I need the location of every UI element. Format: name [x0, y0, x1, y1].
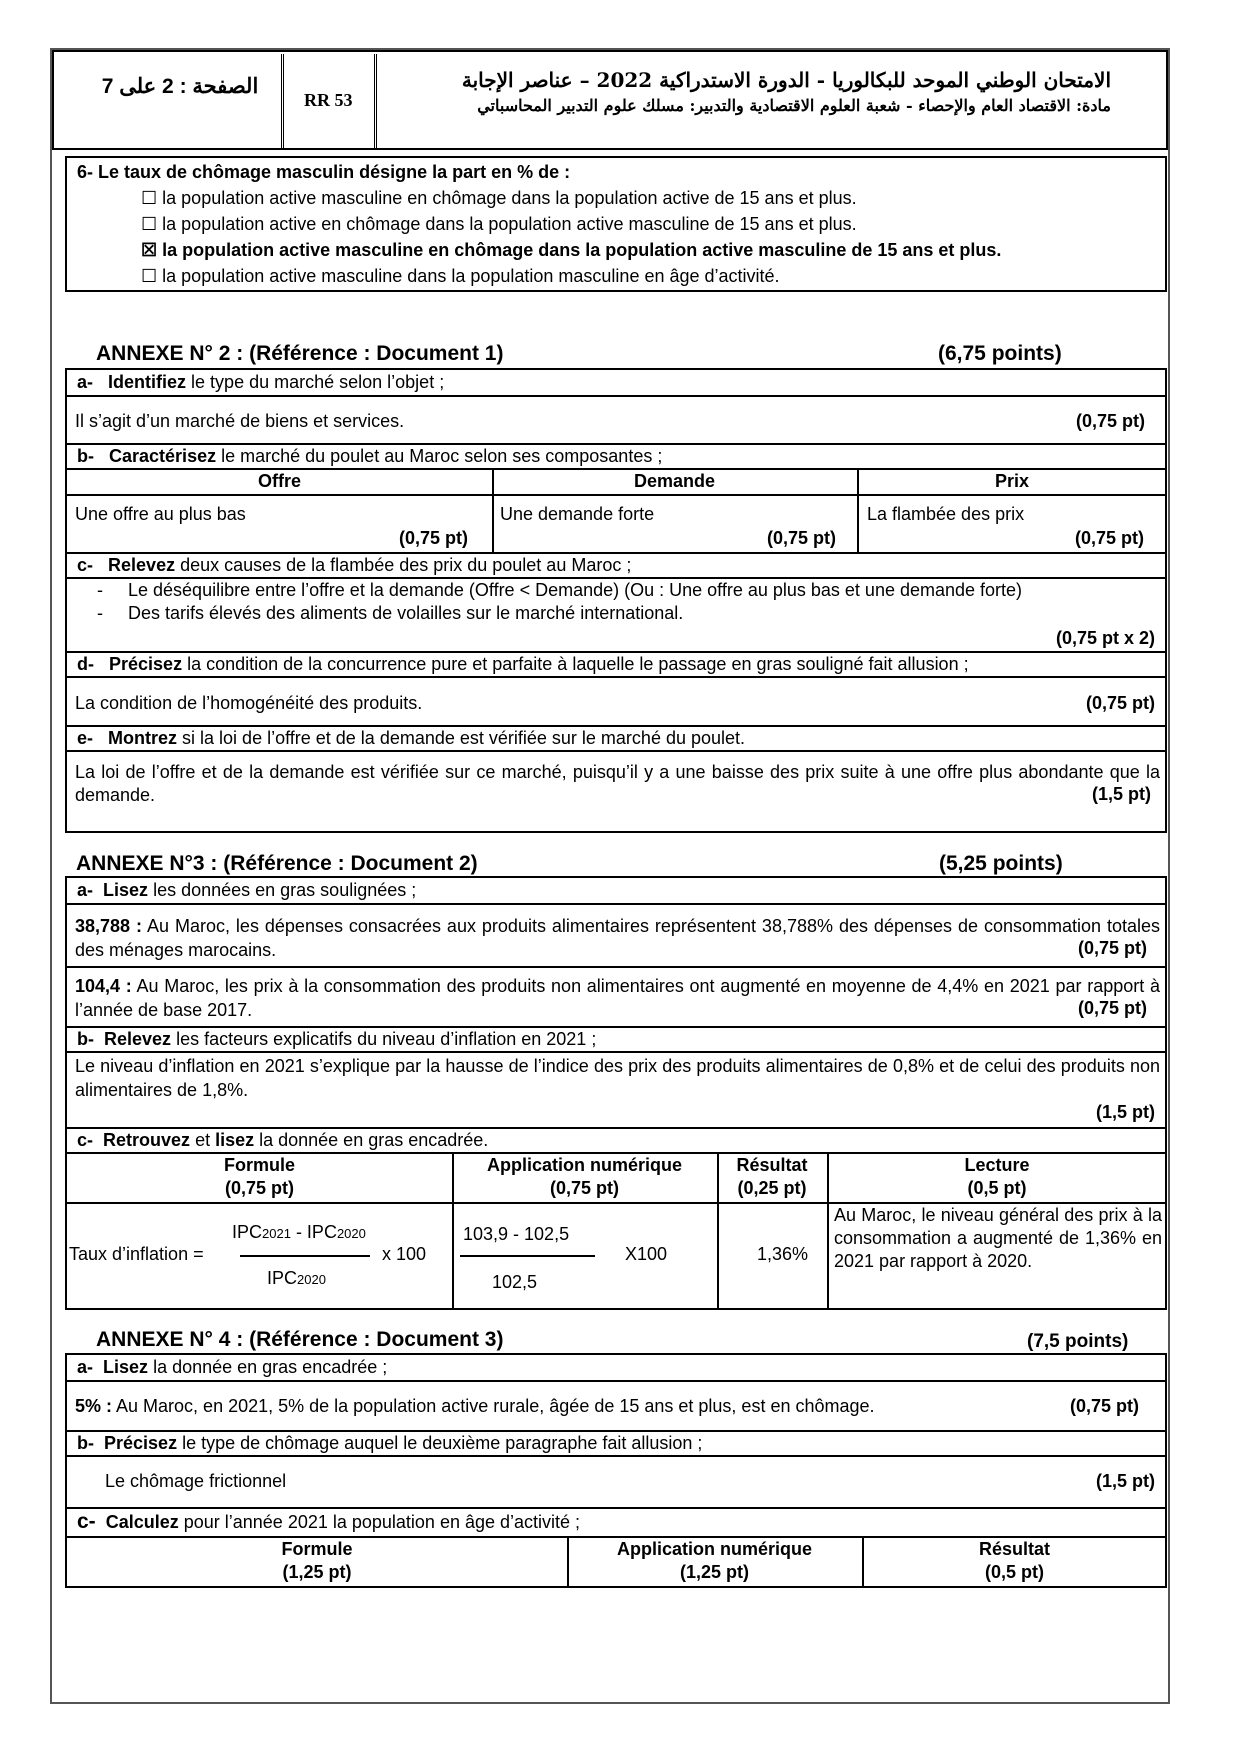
- demande-cell: Une demande forte: [500, 504, 655, 524]
- prix-points: (0,75 pt): [1075, 528, 1145, 548]
- formula-denominator: IPC2020: [267, 1268, 326, 1288]
- option-2-text: la population active en chômage dans la population active masculine de 15 ans et plus.: [162, 214, 857, 234]
- annexe-4-a-question: a- Lisez la donnée en gras encadrée ;: [77, 1357, 388, 1377]
- cause-1: - Le déséquilibre entre l’offre et la demande (Offre < Demande) (Ou : Une offre au plus bas et une demande forte): [97, 580, 1023, 600]
- option-3-selected: [141, 240, 1001, 261]
- annexe-3-a-answer-1: 38,788 : Au Maroc, les dépenses consacrées aux produits alimentaires représentent 38,788% des dépenses de consommation totales des ménages marocains.: [75, 916, 1160, 960]
- application-times: X100: [625, 1244, 668, 1264]
- formula-times: x 100: [382, 1244, 427, 1264]
- exam-code: RR 53: [304, 90, 353, 110]
- question-6-title: 6- Le taux de chômage masculin désigne la part en % de :: [77, 162, 571, 182]
- annexe-3-b-points: (1,5 pt): [1095, 1102, 1155, 1122]
- lecture-header-points: (0,5 pt): [967, 1178, 1027, 1198]
- option-4: [141, 266, 780, 287]
- annexe-2-c-points: (0,75 pt x 2): [1055, 628, 1155, 648]
- cause-2-text: Des tarifs élevés des aliments de volailles sur le marché international.: [128, 603, 684, 623]
- annexe-2-title: ANNEXE N° 2 : (Référence : Document 1): [96, 342, 504, 365]
- formule-header: Formule: [223, 1155, 295, 1175]
- checked-box-icon: ☒: [141, 240, 158, 260]
- annexe-4-box: [65, 1353, 1167, 1588]
- annexe-3-title: ANNEXE N°3 : (Référence : Document 2): [76, 852, 478, 875]
- prix-header: Prix: [994, 471, 1030, 491]
- annexe-4-b-answer: Le chômage frictionnel: [105, 1471, 287, 1491]
- annexe-4-b-points: (1,5 pt): [1095, 1471, 1155, 1491]
- formule-header-points: (1,25 pt): [282, 1562, 352, 1582]
- lecture-text: Au Maroc, le niveau général des prix à la consommation a augmenté de 1,36% en 2021 par rapport à 2020.: [834, 1205, 1162, 1271]
- annexe-4-title: ANNEXE N° 4 : (Référence : Document 3): [96, 1328, 504, 1351]
- formula-fraction-bar: [240, 1255, 370, 1257]
- resultat-header-points: (0,25 pt): [737, 1178, 807, 1198]
- annexe-2-a-answer: Il s’agit d’un marché de biens et services.: [75, 411, 405, 431]
- option-1: [141, 188, 857, 209]
- annexe-4-a-points: (0,75 pt): [1069, 1396, 1139, 1416]
- annexe-4-c-question: c- Calculez pour l’année 2021 la population en âge d’activité ;: [77, 1510, 581, 1533]
- annexe-2-box: [65, 368, 1167, 833]
- formule-header: Formule: [281, 1539, 353, 1559]
- resultat-header: Résultat: [978, 1539, 1050, 1559]
- prix-cell: La flambée des prix: [867, 504, 1025, 524]
- annexe-3-a-answer-2: 104,4 : Au Maroc, les prix à la consommation des produits non alimentaires ont augmenté en moyenne de 4,4% en 2021 par rapport à l’année de base 2017.: [75, 976, 1160, 1020]
- offre-header: Offre: [257, 471, 301, 491]
- annexe-3-b-answer: Le niveau d’inflation en 2021 s’explique par la hausse de l’indice des prix des produits alimentaires de 0,8% et de celui des produits non alimentaires de 1,8%.: [75, 1056, 1160, 1100]
- cause-2: - Des tarifs élevés des aliments de volailles sur le marché international.: [97, 603, 684, 623]
- checkbox-icon: ☐: [141, 188, 158, 208]
- annexe-2-points: (6,75 points): [938, 342, 1062, 365]
- annexe-2-a-question: a- Identifiez le type du marché selon l’objet ;: [77, 372, 445, 392]
- exam-subject: مادة: الاقتصاد العام والإحصاء - شعبة العلوم الاقتصادية والتدبير: مسلك علوم التدبير المحاسباتي: [477, 96, 1111, 115]
- option-2: [141, 214, 857, 235]
- option-3-text: la population active masculine en chômage dans la population active masculine de 15 ans et plus.: [162, 240, 1002, 260]
- formula-numerator: IPC2021 - IPC2020: [232, 1222, 366, 1242]
- lecture-header: Lecture: [964, 1155, 1030, 1175]
- resultat-header-points: (0,5 pt): [984, 1562, 1044, 1582]
- annexe-3-a-question: a- Lisez les données en gras soulignées ;: [77, 880, 417, 900]
- annexe-3-points: (5,25 points): [939, 852, 1063, 875]
- option-4-text: la population active masculine dans la population masculine en âge d’activité.: [162, 266, 780, 286]
- annexe-2-e-answer: La loi de l’offre et de la demande est vérifiée sur ce marché, puisqu’il y a une baisse des prix suite à une offre plus abondante que la demande.: [75, 762, 1160, 805]
- resultat-header: Résultat: [736, 1155, 808, 1175]
- annexe-3-a-points-1: (0,75 pt): [1077, 938, 1147, 958]
- checkbox-icon: ☐: [141, 266, 158, 286]
- formula-left: Taux d’inflation =: [69, 1244, 204, 1264]
- annexe-3-box: [65, 876, 1167, 1310]
- annexe-3-a-points-2: (0,75 pt): [1077, 998, 1147, 1018]
- annexe-3-c-question: c- Retrouvez et lisez la donnée en gras encadrée.: [77, 1130, 489, 1150]
- formule-header-points: (0,75 pt): [224, 1178, 294, 1198]
- annexe-2-a-points: (0,75 pt): [1075, 411, 1145, 431]
- offre-points: (0,75 pt): [399, 528, 469, 548]
- application-header: Application numérique: [486, 1155, 682, 1175]
- application-denominator: 102,5: [492, 1272, 538, 1292]
- annexe-2-d-answer: La condition de l’homogénéité des produits.: [75, 693, 423, 713]
- application-header-points: (1,25 pt): [679, 1562, 749, 1582]
- annexe-2-d-question: d- Précisez la condition de la concurrence pure et parfaite à laquelle le passage en gras souligné fait allusion ;: [77, 654, 969, 674]
- annexe-2-d-points: (0,75 pt): [1085, 693, 1155, 713]
- annexe-4-points: (7,5 points): [1027, 1331, 1129, 1352]
- option-1-text: la population active masculine en chômage dans la population active de 15 ans et plus.: [162, 188, 857, 208]
- annexe-2-c-question: c- Relevez deux causes de la flambée des prix du poulet au Maroc ;: [77, 555, 632, 575]
- checkbox-icon: ☐: [141, 214, 158, 234]
- application-header: Application numérique: [616, 1539, 812, 1559]
- application-header-points: (0,75 pt): [549, 1178, 619, 1198]
- offre-cell: Une offre au plus bas: [75, 504, 246, 524]
- application-numerator: 103,9 - 102,5: [463, 1224, 570, 1244]
- result-value: 1,36%: [757, 1244, 809, 1264]
- annexe-2-e-points: (1,5 pt): [1091, 784, 1151, 804]
- exam-title: الامتحان الوطني الموحد للبكالوريا - الدورة الاستدراكية 2022 – عناصر الإجابة: [461, 68, 1111, 92]
- application-fraction-bar: [460, 1255, 595, 1257]
- annexe-4-b-question: b- Précisez le type de chômage auquel le deuxième paragraphe fait allusion ;: [77, 1433, 703, 1453]
- demande-points: (0,75 pt): [767, 528, 837, 548]
- header-box: [52, 50, 1168, 150]
- cause-1-text: Le déséquilibre entre l’offre et la demande (Offre < Demande) (Ou : Une offre au plus bas et une demande forte): [128, 580, 1023, 600]
- page-number: الصفحة : 2 على 7: [101, 75, 259, 98]
- demande-header: Demande: [633, 471, 716, 491]
- question-6-box: [65, 156, 1167, 292]
- annexe-2-b-question: b- Caractérisez le marché du poulet au Maroc selon ses composantes ;: [77, 446, 663, 466]
- annexe-4-a-answer: 5% : Au Maroc, en 2021, 5% de la population active rurale, âgée de 15 ans et plus, est en chômage.: [75, 1396, 875, 1416]
- annexe-2-e-question: e- Montrez si la loi de l’offre et de la demande est vérifiée sur le marché du poulet.: [77, 728, 746, 748]
- annexe-3-b-question: b- Relevez les facteurs explicatifs du niveau d’inflation en 2021 ;: [77, 1029, 597, 1049]
